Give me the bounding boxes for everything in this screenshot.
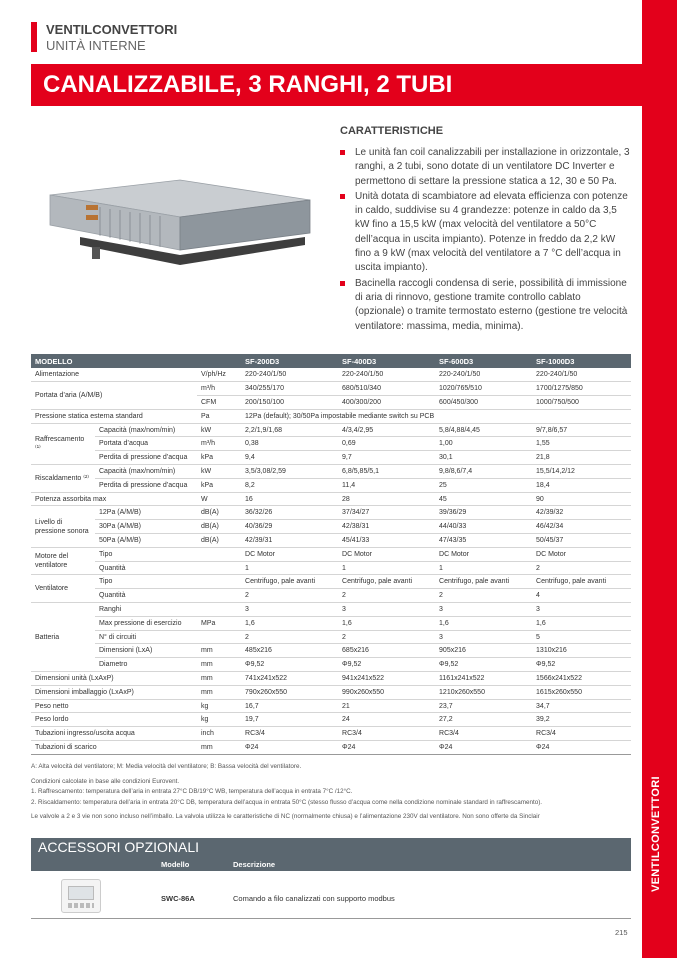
table-row — [31, 506, 631, 520]
value-cell: 1615x260x550 — [532, 685, 631, 699]
side-section-label: VENTILCONVETTORI — [650, 776, 662, 892]
table-row — [31, 616, 631, 630]
footnote: Condizioni calcolate in base alle condizioni Eurovent. — [31, 777, 180, 785]
footnote: A: Alta velocità del ventilatore; M: Media velocità del ventilatore; B: Bassa velocità del ventilatore. — [31, 763, 302, 770]
accessories-banner — [31, 838, 631, 858]
value-cell: 11,4 — [338, 478, 435, 492]
value-cell: 220-240/1/50 — [532, 368, 631, 382]
value-cell: 19,7 — [241, 713, 338, 727]
value-cell: 0,69 — [338, 437, 435, 451]
table-row — [31, 575, 631, 589]
value-cell: 741x241x522 — [241, 672, 338, 686]
row-label: N° di circuiti — [95, 630, 197, 644]
accessory-description: Comando a filo canalizzati con supporto modbus — [233, 894, 395, 903]
value-cell: 1 — [241, 561, 338, 575]
value-cell: 23,7 — [435, 699, 532, 713]
value-cell: Centrifugo, pale avanti — [435, 575, 532, 589]
value-cell: Φ9,52 — [338, 658, 435, 672]
row-label: Pressione statica esterna standard — [31, 409, 197, 423]
accessories-title: ACCESSORI OPZIONALI — [38, 839, 200, 855]
table-row — [31, 520, 631, 534]
table-row — [31, 534, 631, 548]
bullet-icon — [340, 194, 345, 199]
unit-cell: kg — [197, 699, 241, 713]
value-cell: 90 — [532, 492, 631, 506]
value-cell: 9,4 — [241, 451, 338, 465]
unit-cell — [197, 589, 241, 603]
value-cell: Centrifugo, pale avanti — [532, 575, 631, 589]
table-row — [31, 547, 631, 561]
row-label: 12Pa (A/M/B) — [95, 506, 197, 520]
table-row — [31, 699, 631, 713]
value-cell: 1161x241x522 — [435, 672, 532, 686]
value-cell: 400/300/200 — [338, 396, 435, 410]
features-list — [340, 146, 632, 335]
unit-cell — [197, 603, 241, 617]
table-row — [31, 382, 631, 396]
unit-cell: mm — [197, 644, 241, 658]
value-cell: 941x241x522 — [338, 672, 435, 686]
value-cell: RC3/4 — [435, 727, 532, 741]
value-cell: 39/36/29 — [435, 506, 532, 520]
unit-cell: kPa — [197, 451, 241, 465]
drain-fitting — [92, 247, 100, 259]
accessory-model: SWC-86A — [161, 894, 195, 903]
value-cell: 16,7 — [241, 699, 338, 713]
value-cell: RC3/4 — [241, 727, 338, 741]
value-cell: 220-240/1/50 — [435, 368, 532, 382]
value-cell: Φ24 — [435, 741, 532, 755]
value-cell: 1,55 — [532, 437, 631, 451]
table-row — [31, 644, 631, 658]
unit-cell: V/ph/Hz — [197, 368, 241, 382]
value-cell: 1,6 — [241, 616, 338, 630]
value-cell: 3 — [338, 603, 435, 617]
value-cell: Φ24 — [338, 741, 435, 755]
value-cell: 1,6 — [435, 616, 532, 630]
row-label: Tipo — [95, 547, 197, 561]
page-title: CANALIZZABILE, 3 RANGHI, 2 TUBI — [43, 71, 453, 98]
value-cell: 1,6 — [338, 616, 435, 630]
value-cell: 45 — [435, 492, 532, 506]
value-cell: 4 — [532, 589, 631, 603]
value-cell: Φ24 — [532, 741, 631, 755]
wired-controller-icon — [61, 879, 101, 913]
footnotes — [31, 762, 631, 823]
unit-cell: m³/h — [197, 382, 241, 396]
value-cell: 2,2/1,9/1,68 — [241, 423, 338, 437]
unit-cell: kPa — [197, 478, 241, 492]
spec-table — [31, 354, 631, 755]
value-cell: 1566x241x522 — [532, 672, 631, 686]
accessory-row — [31, 871, 631, 919]
unit-cell: W — [197, 492, 241, 506]
value-cell: 600/450/300 — [435, 396, 532, 410]
value-cell: 2 — [241, 630, 338, 644]
group-label: Ventilatore — [31, 575, 95, 603]
value-cell: 9/7,8/6,57 — [532, 423, 631, 437]
unit-cell — [197, 561, 241, 575]
feature-item: Le unità fan coil canalizzabili per installazione in orizzontale, 3 ranghi, a 2 tubi, sono dotate di un ventilatore DC Inverter e permettono di settare la pressione statica a 12, 30 e 50 Pa. — [340, 146, 632, 189]
value-cell: 2 — [241, 589, 338, 603]
footnote: 2. Riscaldamento: temperatura dell’aria in entrata 20°C DB, temperatura dell’acqua in entrata 50°C (stesso flusso d’acqua come nella condizione nominale standard in raffrescamento). — [31, 798, 543, 806]
value-cell: 6,8/5,85/5,1 — [338, 465, 435, 479]
value-cell: 1,6 — [532, 616, 631, 630]
value-cell: 40/36/29 — [241, 520, 338, 534]
value-cell: DC Motor — [241, 547, 338, 561]
bullet-icon — [340, 150, 345, 155]
table-row — [31, 465, 631, 479]
value-cell: Centrifugo, pale avanti — [338, 575, 435, 589]
unit-cell: kg — [197, 713, 241, 727]
table-row — [31, 603, 631, 617]
bullet-icon — [340, 281, 345, 286]
side-brand-bar — [642, 0, 677, 958]
value-cell: 12Pa (default); 30/50Pa impostabile mediante switch su PCB — [241, 409, 631, 423]
value-cell: 2 — [532, 561, 631, 575]
value-cell: 9,7 — [338, 451, 435, 465]
value-cell: 16 — [241, 492, 338, 506]
value-cell: 21 — [338, 699, 435, 713]
value-cell: DC Motor — [532, 547, 631, 561]
table-row — [31, 561, 631, 575]
header-cell: MODELLO — [31, 354, 241, 368]
group-label: Riscaldamento ⁽²⁾ — [31, 465, 95, 493]
value-cell: 50/45/37 — [532, 534, 631, 548]
group-label: Livello di pressione sonora — [31, 506, 95, 547]
table-row — [31, 478, 631, 492]
row-label: Capacità (max/nom/min) — [95, 423, 197, 437]
table-row — [31, 437, 631, 451]
row-label: 30Pa (A/M/B) — [95, 520, 197, 534]
value-cell: RC3/4 — [532, 727, 631, 741]
header-cell: SF-600D3 — [435, 354, 532, 368]
title-banner — [31, 64, 642, 106]
unit-cell: inch — [197, 727, 241, 741]
row-label: Perdita di pressione d’acqua — [95, 451, 197, 465]
value-cell: 3,5/3,08/2,59 — [241, 465, 338, 479]
value-cell: 3 — [435, 603, 532, 617]
unit-cell: kW — [197, 465, 241, 479]
table-row — [31, 589, 631, 603]
value-cell: 220-240/1/50 — [338, 368, 435, 382]
accessories-col-model: Modello — [161, 860, 190, 869]
table-row — [31, 409, 631, 423]
value-cell: 27,2 — [435, 713, 532, 727]
value-cell: 24 — [338, 713, 435, 727]
value-cell: 990x260x550 — [338, 685, 435, 699]
table-row — [31, 685, 631, 699]
value-cell: 200/150/100 — [241, 396, 338, 410]
row-label: Quantità — [95, 589, 197, 603]
value-cell: 1 — [338, 561, 435, 575]
footnote: Le valvole a 2 e 3 vie non sono incluso nell’imballo. La valvola utilizza le caratteristiche di NC (normalmente chiusa) e l’alimentazione 230V dal ventilatore. Non sono offerte da Sinclair — [31, 813, 540, 820]
unit-cell: mm — [197, 685, 241, 699]
value-cell: 18,4 — [532, 478, 631, 492]
unit-cell: dB(A) — [197, 506, 241, 520]
group-label: Portata d’aria (A/M/B) — [31, 382, 197, 410]
row-label: Potenza assorbita max — [31, 492, 197, 506]
value-cell: 9,8/8,6/7,4 — [435, 465, 532, 479]
value-cell: 39,2 — [532, 713, 631, 727]
value-cell: DC Motor — [435, 547, 532, 561]
value-cell: 47/43/35 — [435, 534, 532, 548]
row-label: Dimensioni unità (LxAxP) — [31, 672, 197, 686]
unit-cell: m³/h — [197, 437, 241, 451]
unit-cell: Pa — [197, 409, 241, 423]
value-cell: Centrifugo, pale avanti — [241, 575, 338, 589]
value-cell: 34,7 — [532, 699, 631, 713]
value-cell: 790x260x550 — [241, 685, 338, 699]
unit-cell: MPa — [197, 616, 241, 630]
value-cell: 1,00 — [435, 437, 532, 451]
table-row — [31, 727, 631, 741]
table-row — [31, 658, 631, 672]
value-cell: 37/34/27 — [338, 506, 435, 520]
row-label: Tubazioni di scarico — [31, 741, 197, 755]
value-cell: 28 — [338, 492, 435, 506]
value-cell: RC3/4 — [338, 727, 435, 741]
value-cell: 905x216 — [435, 644, 532, 658]
row-label: 50Pa (A/M/B) — [95, 534, 197, 548]
group-label: Batteria — [31, 603, 95, 672]
unit-cell: CFM — [197, 396, 241, 410]
value-cell: 220-240/1/50 — [241, 368, 338, 382]
row-label: Capacità (max/nom/min) — [95, 465, 197, 479]
value-cell: 46/42/34 — [532, 520, 631, 534]
value-cell: 0,38 — [241, 437, 338, 451]
accessories-header — [31, 858, 631, 871]
value-cell: 36/32/26 — [241, 506, 338, 520]
value-cell: 340/255/170 — [241, 382, 338, 396]
feature-item: Bacinella raccogli condensa di serie, possibilità di immissione di aria di rinnovo, gestione tramite controllo cablato (opzionale) o tramite termostato esterno (gestione tre velocità ventilatore: massima, media, minima). — [340, 277, 632, 334]
value-cell: 1 — [435, 561, 532, 575]
value-cell: 1000/750/500 — [532, 396, 631, 410]
value-cell: 44/40/33 — [435, 520, 532, 534]
unit-cell — [197, 630, 241, 644]
group-label: Motore del ventilatore — [31, 547, 95, 575]
group-label: Raffrescamento ⁽¹⁾ — [31, 423, 95, 464]
accessories-col-description: Descrizione — [233, 860, 276, 869]
feature-item: Unità dotata di scambiatore ad elevata efficienza con potenze in caldo, suddivise su 4 grandezze: potenze in caldo da 3,5 kW fino a 15,5 kW (max velocità del ventilatore a 50°C dell’acqua in uscita impianto). Potenze in freddo da 2,2 kW fino a 9 kW (max velocità del ventilatore a 7 °C dell’acqua in uscita impianto). — [340, 190, 632, 276]
value-cell: 680/510/340 — [338, 382, 435, 396]
table-row — [31, 368, 631, 382]
value-cell: Φ24 — [241, 741, 338, 755]
table-row — [31, 451, 631, 465]
row-label: Tipo — [95, 575, 197, 589]
header-cell: SF-1000D3 — [532, 354, 631, 368]
value-cell: Φ9,52 — [435, 658, 532, 672]
header-marker — [31, 22, 37, 52]
value-cell: 5 — [532, 630, 631, 644]
table-row — [31, 630, 631, 644]
unit-cell — [197, 575, 241, 589]
value-cell: 1020/765/510 — [435, 382, 532, 396]
value-cell: 15,5/14,2/12 — [532, 465, 631, 479]
features-title: CARATTERISTICHE — [340, 125, 444, 137]
value-cell: 3 — [532, 603, 631, 617]
row-label: Peso lordo — [31, 713, 197, 727]
table-header — [31, 354, 631, 368]
table-row — [31, 423, 631, 437]
row-label: Diametro — [95, 658, 197, 672]
unit-cell: dB(A) — [197, 520, 241, 534]
value-cell: 42/39/32 — [532, 506, 631, 520]
value-cell: 21,8 — [532, 451, 631, 465]
row-label: Quantità — [95, 561, 197, 575]
row-label: Dimensioni imballaggio (LxAxP) — [31, 685, 197, 699]
table-row — [31, 672, 631, 686]
pipe-connection-2 — [86, 215, 98, 220]
table-row — [31, 741, 631, 755]
page-number: 215 — [615, 928, 628, 937]
table-row — [31, 492, 631, 506]
row-label: Tubazioni ingresso/uscita acqua — [31, 727, 197, 741]
value-cell: 1700/1275/850 — [532, 382, 631, 396]
value-cell: 1210x260x550 — [435, 685, 532, 699]
row-label: Alimentazione — [31, 368, 197, 382]
value-cell: 485x216 — [241, 644, 338, 658]
unit-cell: mm — [197, 658, 241, 672]
unit-cell: mm — [197, 741, 241, 755]
product-image — [40, 165, 320, 280]
value-cell: 2 — [338, 589, 435, 603]
unit-cell — [197, 547, 241, 561]
footnote: 1. Raffrescamento: temperatura dell’aria in entrata 27°C DB/19°C WB, temperatura dell’acqua in entrata 7°C /12°C. — [31, 788, 353, 795]
table-row — [31, 713, 631, 727]
value-cell: 30,1 — [435, 451, 532, 465]
row-label: Max pressione di esercizio — [95, 616, 197, 630]
header-cell: SF-200D3 — [241, 354, 338, 368]
unit-cell: dB(A) — [197, 534, 241, 548]
header-cell: SF-400D3 — [338, 354, 435, 368]
unit-cell: kW — [197, 423, 241, 437]
row-label: Perdita di pressione d’acqua — [95, 478, 197, 492]
value-cell: 2 — [338, 630, 435, 644]
row-label: Ranghi — [95, 603, 197, 617]
pipe-connection-1 — [86, 205, 98, 210]
value-cell: 42/38/31 — [338, 520, 435, 534]
value-cell: DC Motor — [338, 547, 435, 561]
value-cell: 5,8/4,88/4,45 — [435, 423, 532, 437]
value-cell: 4/3,4/2,95 — [338, 423, 435, 437]
section-subtitle: UNITÀ INTERNE — [46, 38, 146, 53]
value-cell: 25 — [435, 478, 532, 492]
value-cell: Φ9,52 — [241, 658, 338, 672]
value-cell: 685x216 — [338, 644, 435, 658]
row-label: Peso netto — [31, 699, 197, 713]
section-title: VENTILCONVETTORI — [46, 22, 178, 37]
value-cell: 8,2 — [241, 478, 338, 492]
value-cell: 3 — [241, 603, 338, 617]
value-cell: 3 — [435, 630, 532, 644]
value-cell: 45/41/33 — [338, 534, 435, 548]
row-label: Portata d’acqua — [95, 437, 197, 451]
value-cell: 2 — [435, 589, 532, 603]
value-cell: 42/39/31 — [241, 534, 338, 548]
row-label: Dimensioni (LxA) — [95, 644, 197, 658]
unit-cell: mm — [197, 672, 241, 686]
value-cell: 1310x216 — [532, 644, 631, 658]
value-cell: Φ9,52 — [532, 658, 631, 672]
